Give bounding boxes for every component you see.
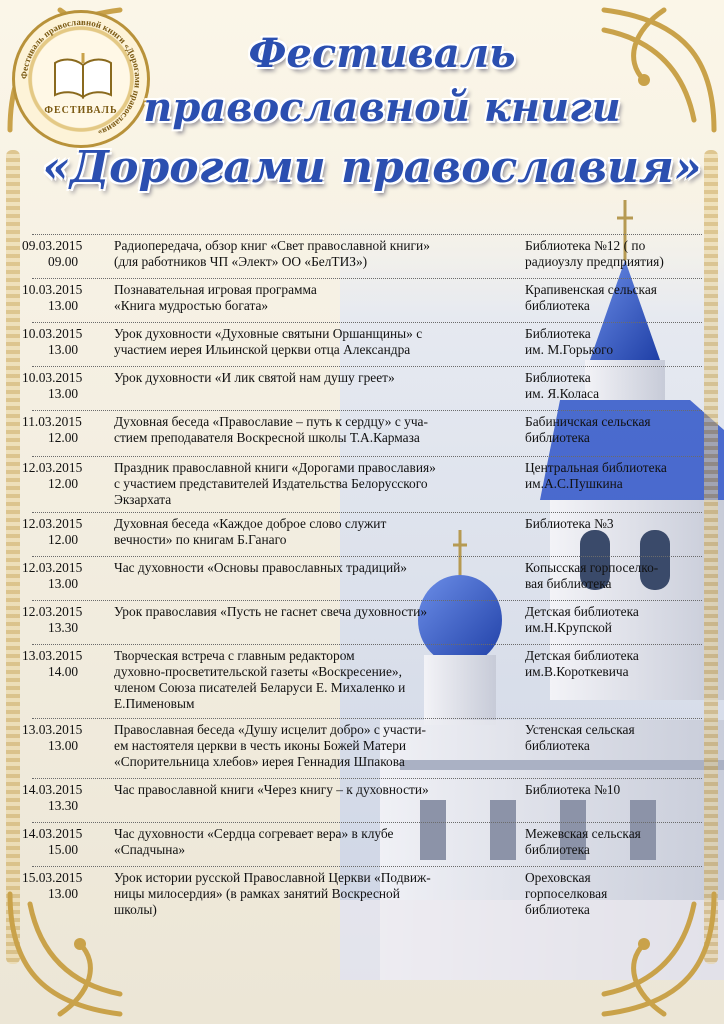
event-date: 14.03.2015 (22, 826, 83, 841)
event-place: Центральная библиотека им.А.С.Пушкина (525, 460, 667, 491)
event-time: 13.00 (48, 386, 79, 401)
event-time: 13.30 (48, 798, 79, 813)
event-description: Час духовности «Сердца согревает вера» в клубе «Спадчына» (114, 826, 394, 857)
event-date: 12.03.2015 (22, 516, 83, 531)
row-separator (32, 456, 702, 457)
event-date: 12.03.2015 (22, 604, 83, 619)
event-place: Библиотека им. М.Горького (525, 326, 614, 357)
title-line-2: православной книги (143, 84, 621, 131)
event-date: 10.03.2015 (22, 326, 83, 341)
row-separator (32, 512, 702, 513)
event-time: 13.00 (48, 298, 79, 313)
event-date: 11.03.2015 (22, 414, 82, 429)
event-place: Копысская горпоселко- вая библиотека (525, 560, 659, 591)
event-time: 13.00 (48, 886, 79, 901)
event-description: Творческая встреча с главным редактором духовно-просветительской газеты «Воскресение», членом Союза писателей Беларуси Е. Михаленко и Е.Пименовым (114, 648, 406, 711)
event-place: Устенская сельская библиотека (525, 722, 635, 753)
event-description: Духовная беседа «Каждое доброе слово служит вечности» по книгам Б.Ганаго (114, 516, 387, 547)
event-time: 13.00 (48, 576, 79, 591)
event-date: 12.03.2015 (22, 560, 83, 575)
event-place: Бабиничская сельская библиотека (525, 414, 651, 445)
row-separator (32, 644, 702, 645)
event-place: Ореховская горпоселковая библиотека (525, 870, 608, 917)
ornament-border-left (6, 150, 20, 964)
event-description: Духовная беседа «Православие – путь к сердцу» с уча- стием преподавателя Воскресной школы Т.А.Кармаза (114, 414, 428, 445)
event-time: 09.00 (48, 254, 79, 269)
row-separator (32, 718, 702, 719)
row-separator (32, 866, 702, 867)
event-place: Крапивенская сельская библиотека (525, 282, 657, 313)
event-description: Урок православия «Пусть не гаснет свеча духовности» (114, 604, 428, 619)
event-description: Час православной книги «Через книгу – к духовности» (114, 782, 429, 797)
row-separator (32, 234, 702, 235)
event-time: 12.00 (48, 532, 79, 547)
event-description: Православная беседа «Душу исцелит добро» с участи- ем настоятеля церкви в честь иконы Божей Матери «Спорительница хлебов» иерея Геннадия Шпакова (114, 722, 426, 769)
event-date: 10.03.2015 (22, 282, 83, 297)
event-description: Познавательная игровая программа «Книга мудростью богата» (114, 282, 317, 313)
title-line-1: Фестиваль (248, 30, 516, 77)
event-time: 15.00 (48, 842, 79, 857)
row-separator (32, 410, 702, 411)
event-date: 13.03.2015 (22, 648, 83, 663)
event-date: 10.03.2015 (22, 370, 83, 385)
event-date: 15.03.2015 (22, 870, 83, 885)
event-place: Библиотека №3 (525, 516, 614, 531)
title-line-3: «Дорогами православия» (42, 142, 702, 193)
event-time: 14.00 (48, 664, 79, 679)
event-date: 13.03.2015 (22, 722, 83, 737)
logo-emblem-text: ФЕСТИВАЛЬ (44, 105, 118, 116)
event-place: Межевская сельская библиотека (525, 826, 641, 857)
event-time: 13.00 (48, 342, 79, 357)
event-place: Детская библиотека им.Н.Крупской (525, 604, 639, 635)
row-separator (32, 278, 702, 279)
event-time: 12.00 (48, 430, 79, 445)
row-separator (32, 822, 702, 823)
event-date: 12.03.2015 (22, 460, 83, 475)
row-separator (32, 600, 702, 601)
event-date: 09.03.2015 (22, 238, 83, 253)
event-place: Детская библиотека им.В.Короткевича (525, 648, 639, 679)
event-time: 13.00 (48, 738, 79, 753)
event-description: Час духовности «Основы православных традиций» (114, 560, 407, 575)
event-description: Урок истории русской Православной Церкви «Подвиж- ницы милосердия» (в рамках занятий Воскресной школы) (114, 870, 431, 917)
event-place: Библиотека №10 (525, 782, 621, 797)
row-separator (32, 366, 702, 367)
row-separator (32, 322, 702, 323)
row-separator (32, 778, 702, 779)
event-place: Библиотека им. Я.Коласа (525, 370, 600, 401)
event-description: Праздник православной книги «Дорогами православия» с участием представителей Издательства Белорусского Экзархата (114, 460, 436, 507)
event-description: Радиопередача, обзор книг «Свет православной книги» (для работников ЧП «Элект» ОО «БелТИЗ») (114, 238, 430, 269)
event-time: 12.00 (48, 476, 79, 491)
event-description: Урок духовности «Духовные святыни Оршанщины» с участием иерея Ильинской церкви отца Александра (114, 326, 423, 357)
event-date: 14.03.2015 (22, 782, 83, 797)
svg-text:Фестиваль православной книги «: Фестиваль православной книги «Дорогами православия» (18, 16, 144, 139)
event-time: 13.30 (48, 620, 79, 635)
event-description: Урок духовности «И лик святой нам душу греет» (114, 370, 395, 385)
event-place: Библиотека №12 ( по радиоузлу предприятия) (525, 238, 664, 269)
row-separator (32, 556, 702, 557)
